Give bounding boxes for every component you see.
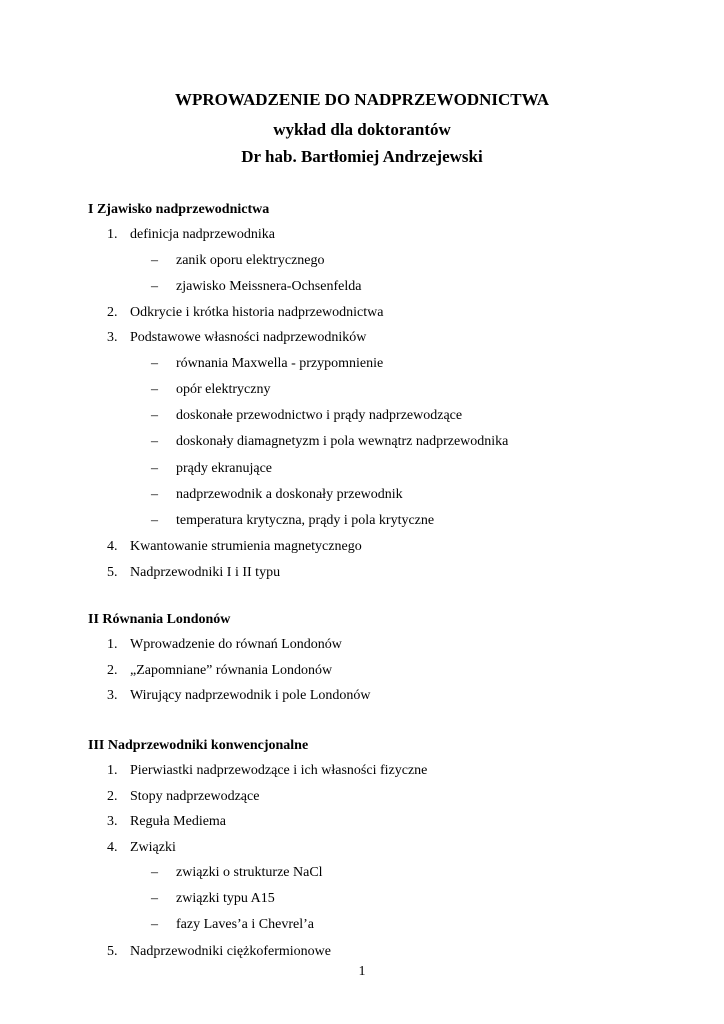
document-subtitle: wykład dla doktorantów xyxy=(273,120,451,139)
page-number: 1 xyxy=(358,964,366,979)
sub-list-item xyxy=(88,886,688,912)
list-item-text: Nadprzewodniki ciężkofermionowe xyxy=(130,943,331,959)
list-item-text: Stopy nadprzewodzące xyxy=(130,788,260,804)
sub-list-item-text: doskonały diamagnetyzm i pola wewnątrz nadprzewodnika xyxy=(176,434,509,450)
section-1 xyxy=(88,197,688,585)
sub-list-item xyxy=(88,377,688,403)
dash-bullet: – xyxy=(151,460,158,476)
list-item-number: 1. xyxy=(107,637,118,652)
dash-bullet: – xyxy=(151,891,158,907)
section-3 xyxy=(88,733,688,964)
list-item xyxy=(88,300,688,326)
list-item-number: 2. xyxy=(107,788,118,804)
document-author: Dr hab. Bartłomiej Andrzejewski xyxy=(241,147,483,166)
section-heading: I Zjawisko nadprzewodnictwa xyxy=(88,202,270,217)
list-item xyxy=(88,632,688,658)
section-heading: III Nadprzewodniki konwencjonalne xyxy=(88,738,309,753)
dash-bullet: – xyxy=(151,917,158,933)
list-item-number: 4. xyxy=(107,539,118,555)
sub-list-item xyxy=(88,456,688,482)
document-title: WPROWADZENIE DO NADPRZEWODNICTWA xyxy=(174,90,550,109)
dash-bullet: – xyxy=(151,486,158,502)
list-item-number: 3. xyxy=(107,330,118,346)
sub-list-item xyxy=(88,508,688,534)
list-item-text: Nadprzewodniki I i II typu xyxy=(130,564,281,580)
dash-bullet: – xyxy=(151,865,158,880)
sub-list-item xyxy=(88,912,688,938)
list-item-text: Kwantowanie strumienia magnetycznego xyxy=(130,539,362,555)
list-item-number: 3. xyxy=(107,688,118,703)
list-item-number: 5. xyxy=(107,564,118,580)
sub-list-item-text: zanik oporu elektrycznego xyxy=(176,252,325,268)
sub-list-item-text: związki typu A15 xyxy=(176,891,275,907)
list-item xyxy=(88,560,688,586)
sub-list-item-text: nadprzewodnik a doskonały przewodnik xyxy=(176,486,403,502)
sub-list-item-text: związki o strukturze NaCl xyxy=(176,865,323,880)
list-item-text: Podstawowe własności nadprzewodników xyxy=(130,330,367,346)
sub-list-item xyxy=(88,429,688,455)
dash-bullet: – xyxy=(151,382,158,398)
sub-list-item-text: temperatura krytyczna, prądy i pola krytyczne xyxy=(176,513,435,528)
sub-list-item-text: doskonałe przewodnictwo i prądy nadprzewodzące xyxy=(176,408,463,424)
dash-bullet: – xyxy=(151,355,158,371)
list-item xyxy=(88,758,688,784)
list-item-number: 4. xyxy=(107,839,118,855)
sub-list-item xyxy=(88,274,688,300)
list-item xyxy=(88,784,688,810)
sub-list-item xyxy=(88,860,688,886)
section-2 xyxy=(88,607,688,709)
list-item-number: 5. xyxy=(107,943,118,959)
list-item xyxy=(88,809,688,835)
list-item-text: definicja nadprzewodnika xyxy=(130,227,275,242)
list-item-number: 2. xyxy=(107,304,118,320)
list-item-text: Związki xyxy=(130,839,176,855)
dash-bullet: – xyxy=(151,434,158,450)
list-item-text: Pierwiastki nadprzewodzące i ich własności fizyczne xyxy=(130,763,428,778)
list-item xyxy=(88,939,688,965)
list-item-number: 1. xyxy=(107,227,118,242)
sub-list-item xyxy=(88,248,688,274)
list-item-number: 2. xyxy=(107,662,118,678)
list-item xyxy=(88,222,688,248)
list-item-text: Odkrycie i krótka historia nadprzewodnictwa xyxy=(130,304,384,320)
sub-list-item xyxy=(88,351,688,377)
sub-list-item-text: prądy ekranujące xyxy=(176,460,272,476)
sub-list-item-text: fazy Laves’a i Chevrel’a xyxy=(176,917,314,933)
section-heading: II Równania Londonów xyxy=(88,612,231,627)
dash-bullet: – xyxy=(151,408,158,424)
list-item-text: „Zapomniane” równania Londonów xyxy=(130,662,333,678)
sub-list-item xyxy=(88,482,688,508)
list-item xyxy=(88,683,688,709)
list-item xyxy=(88,835,688,861)
list-item-number: 3. xyxy=(107,814,118,829)
list-item xyxy=(88,658,688,684)
sub-list-item xyxy=(88,403,688,429)
list-item xyxy=(88,325,688,351)
dash-bullet: – xyxy=(151,252,158,268)
list-item-text: Wirujący nadprzewodnik i pole Londonów xyxy=(130,688,371,703)
dash-bullet: – xyxy=(151,513,158,528)
list-item-text: Reguła Mediema xyxy=(130,814,227,829)
sub-list-item-text: opór elektryczny xyxy=(176,382,271,398)
list-item-number: 1. xyxy=(107,763,118,778)
list-item-text: Wprowadzenie do równań Londonów xyxy=(130,637,342,652)
dash-bullet: – xyxy=(151,278,158,294)
sub-list-item-text: równania Maxwella - przypomnienie xyxy=(176,355,384,371)
document-header xyxy=(0,86,724,170)
sub-list-item-text: zjawisko Meissnera-Ochsenfelda xyxy=(176,278,362,294)
list-item xyxy=(88,534,688,560)
